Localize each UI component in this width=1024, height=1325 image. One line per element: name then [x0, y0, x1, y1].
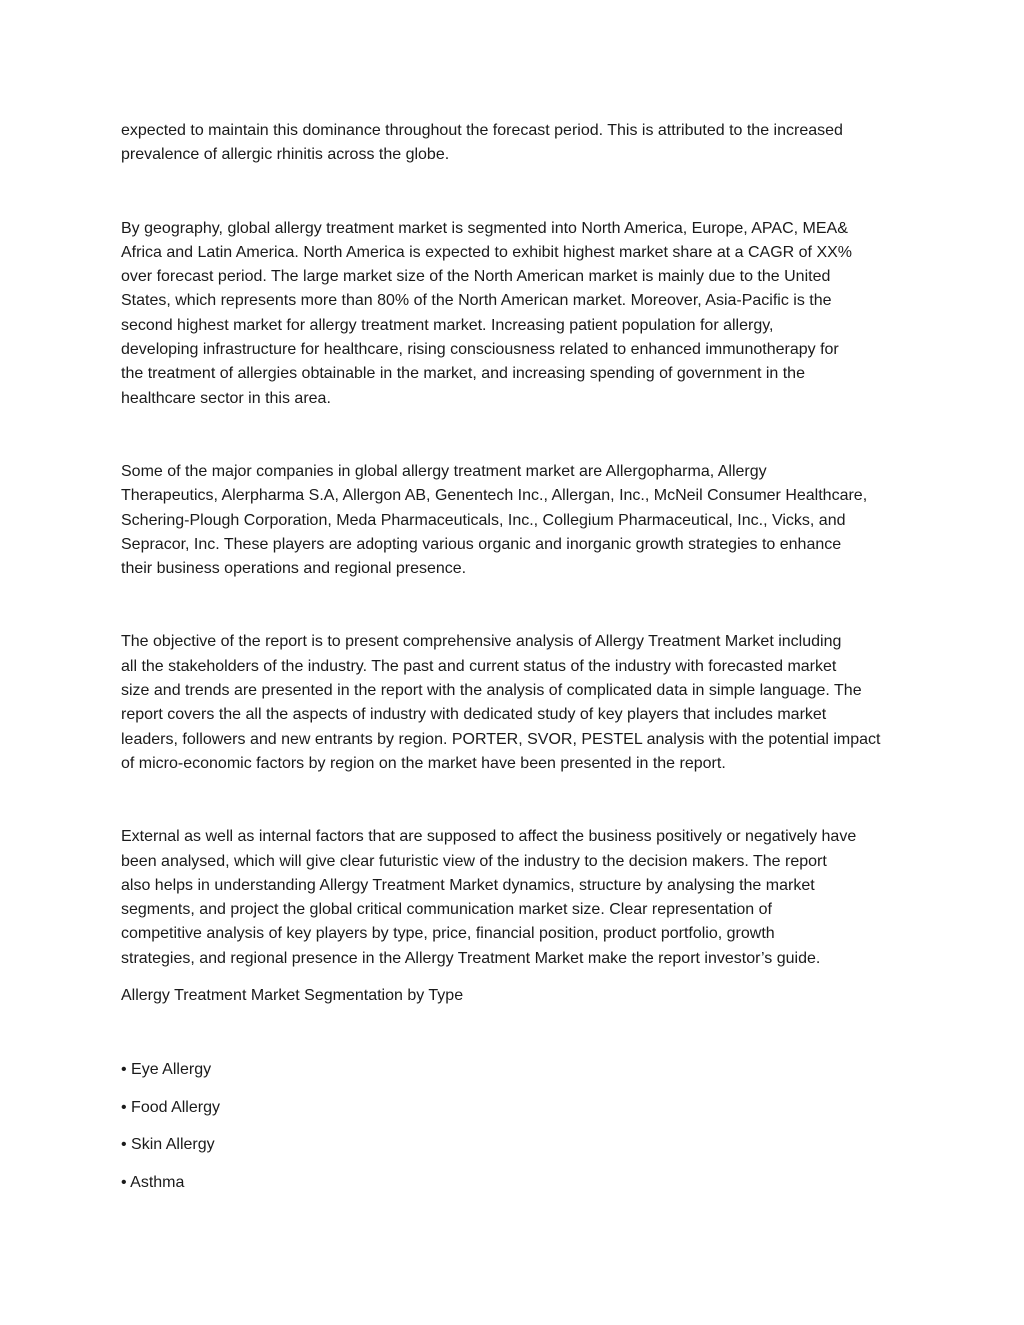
- paragraph-objective: The objective of the report is to present comprehensive analysis of Allergy Treatment Market including all the stakeholders of the industry. The past and current status of the industry with forecasted market size and trends are presented in the report with the analysis of complicated data in simple language. The report covers the all the aspects of industry with dedicated study of key players that includes market leaders, followers and new entrants by region. PORTER, SVOR, PESTEL analysis with the potential impact of micro-economic factors by region on the market have been presented in the report.: [121, 633, 881, 772]
- spacer: [121, 776, 911, 825]
- list-item: • Asthma: [121, 1173, 185, 1191]
- list-item: • Food Allergy: [121, 1098, 220, 1116]
- paragraph-geography: By geography, global allergy treatment market is segmented into North America, Europe, APAC, MEA& Africa and Latin America. North America is expected to exhibit highest market share at a CAGR of XX% over forecast period. The large market size of the North American market is mainly due to the United States, which represents more than 80% of the North American market. Moreover, Asia-Pacific is the second highest market for allergy treatment market. Increasing patient population for allergy, developing infrastructure for healthcare, rising consciousness related to enhanced immunotherapy for the treatment of allergies obtainable in the market, and increasing spending of government in the healthcare sector in this area.: [121, 219, 853, 407]
- list-item: • Skin Allergy: [121, 1136, 215, 1154]
- spacer: [121, 1008, 911, 1058]
- spacer: [121, 581, 911, 630]
- paragraph-companies: Some of the major companies in global allergy treatment market are Allergopharma, Allergy Therapeutics, Alerpharma S.A, Allergon AB, Genentech Inc., Allergan, Inc., McNeil Consumer Healthcare, Schering-Plough Corporation, Meda Pharmaceuticals, Inc., Collegium Pharmaceutical, Inc., Vicks, and Sepracor, Inc. These players are adopting various organic and inorganic growth strategies to enhance their business operations and regional presence.: [121, 462, 868, 578]
- segmentation-heading: Allergy Treatment Market Segmentation by Type: [121, 987, 464, 1005]
- paragraph-factors: External as well as internal factors that are supposed to affect the business positively or negatively have been analysed, which will give clear futuristic view of the industry to the decision makers. The report also helps in understanding Allergy Treatment Market dynamics, structure by analysing the market segments, and project the global critical communication market size. Clear representation of competitive analysis of key players by type, price, financial position, product portfolio, growth strategies, and regional presence in the Allergy Treatment Market make the report investor’s guide.: [121, 828, 857, 967]
- spacer: [121, 411, 911, 460]
- paragraph-dominance: expected to maintain this dominance throughout the forecast period. This is attributed to the increased prevalence of allergic rhinitis across the globe.: [121, 122, 843, 164]
- list-item: • Eye Allergy: [121, 1061, 212, 1079]
- spacer: [121, 971, 911, 984]
- segment-list: [121, 1058, 911, 1195]
- document-page: [121, 119, 911, 1208]
- spacer: [121, 168, 911, 217]
